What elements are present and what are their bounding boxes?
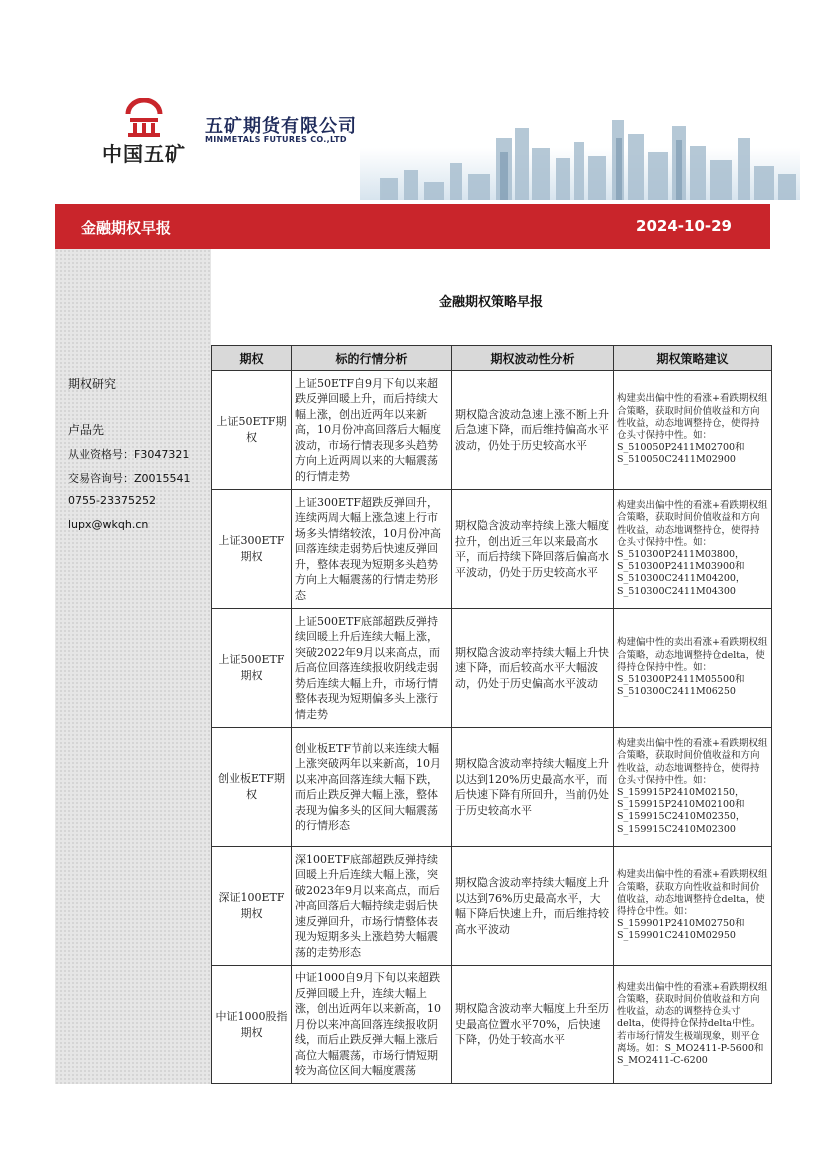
table-row	[212, 371, 772, 490]
analyst-phone: 0755-23375252	[68, 494, 156, 507]
minmetals-emblem-icon	[122, 98, 166, 138]
strategy-advice: 构建卖出偏中性的看涨+看跌期权组合策略，获取时间价值收益和方向性收益，动态地调整持仓，使得持仓头寸保持中性。如：S_159915P2410M02150，S_159915P2410M02100和S_159915C2410M02350，S_159915C2410M02300	[614, 728, 772, 847]
header-market: 标的行情分析	[292, 346, 452, 371]
strategy-table	[211, 345, 772, 1084]
strategy-advice: 构建卖出偏中性的看涨+看跌期权组合策略，获取时间价值收益和方向性收益，动态的调整持仓头寸delta，使得持仓保持delta中性。若市场行情发生极端现象，则平仓离场。如：S_MO2411-P-5600和S_MO2411-C-6200	[614, 966, 772, 1084]
strategy-advice: 构建卖出偏中性的看涨+看跌期权组合策略，获取时间价值收益和方向性收益，动态地调整持仓，使得持仓头寸保持中性。如：S_510300P2411M03800，S_510300P2411M03900和S_510300C2411M04200，S_510300C2411M04300	[614, 490, 772, 609]
table-row	[212, 490, 772, 609]
table-row	[212, 966, 772, 1084]
company-name-en: MINMETALS FUTURES CO.,LTD	[205, 135, 347, 144]
table-row	[212, 847, 772, 966]
market-analysis: 深100ETF底部超跌反弹持续回暖上升后连续大幅上涨，突破2023年9月以来高点，而后冲高回落后大幅持续走弱后快速反弹回升，市场行情整体表现为短期多头上涨趋势大幅震荡的走势形态	[292, 847, 452, 966]
analyst-email: lupx@wkqh.cn	[68, 518, 149, 531]
market-analysis: 上证500ETF底部超跌反弹持续回暖上升后连续大幅上涨，突破2022年9月以来高点，而后高位回落连续报收阴线走弱势后连续大幅上升，市场行情整体表现为短期偏多头上涨行情走势	[292, 609, 452, 728]
option-name: 中证1000股指期权	[212, 966, 292, 1084]
option-name: 上证500ETF期权	[212, 609, 292, 728]
consult-number: 交易咨询号：Z0015541	[68, 472, 191, 485]
volatility-analysis: 期权隐含波动率大幅度上升至历史最高位置水平70%，后快速下降，仍处于较高水平	[452, 966, 614, 1084]
analyst-sidebar	[55, 249, 211, 1084]
strategy-advice: 构建卖出偏中性的看涨+看跌期权组合策略，获取时间价值收益和方向性收益，动态地调整持仓，使得持仓头寸保持中性。如：S_510050P2411M02700和S_510050C2411M02900	[614, 371, 772, 490]
strategy-advice: 构建偏中性的卖出看涨+看跌期权组合策略，动态地调整持仓delta，使得持仓保持中性。如：S_510300P2411M05500和S_510300C2411M06250	[614, 609, 772, 728]
table-row	[212, 609, 772, 728]
report-banner	[55, 204, 770, 249]
company-name-cn: 五矿期货有限公司	[205, 116, 357, 137]
strategy-advice: 构建卖出偏中性的看涨+看跌期权组合策略，获取方向性收益和时间价值收益，动态地调整持仓delta，使得持仓中性。如：S_159901P2410M02750和S_159901C2410M02950	[614, 847, 772, 966]
market-analysis: 上证300ETF超跌反弹回升，连续两周大幅上涨急速上行市场多头情绪较浓，10月份冲高回落连续走弱势后快速反弹回升，整体表现为短期多头趋势方向上大幅震荡的行情走势形态	[292, 490, 452, 609]
volatility-analysis: 期权隐含波动率持续上涨大幅度拉升，创出近三年以来最高水平，而后持续下降回落后偏高水平波动，仍处于历史较高水平	[452, 490, 614, 609]
volatility-analysis: 期权隐含波动率持续大幅度上升以达到120%历史最高水平，而后快速下降有所回升，当前仍处于历史较高水平	[452, 728, 614, 847]
market-analysis: 中证1000自9月下旬以来超跌反弹回暖上升，连续大幅上涨，创出近两年以来新高，10月份以来冲高回落连续报收阴线，而后止跌反弹大幅上涨后高位大幅震荡，市场行情短期较为高位区间大幅度震荡	[292, 966, 452, 1084]
qualification-number: 从业资格号：F3047321	[68, 448, 190, 461]
report-header	[0, 0, 826, 200]
option-name: 上证50ETF期权	[212, 371, 292, 490]
city-skyline-image	[360, 108, 800, 200]
option-name: 上证300ETF期权	[212, 490, 292, 609]
report-title: 金融期权早报	[81, 219, 172, 237]
header-advice: 期权策略建议	[614, 346, 772, 371]
market-analysis: 创业板ETF节前以来连续大幅上涨突破两年以来新高，10月以来冲高回落连续大幅下跌，而后止跌反弹大幅上涨，整体表现为偏多头的区间大幅震荡的行情形态	[292, 728, 452, 847]
logo-text: 中国五矿	[102, 142, 186, 166]
header-option: 期权	[212, 346, 292, 371]
analyst-name: 卢品先	[68, 423, 105, 437]
volatility-analysis: 期权隐含波动率持续大幅度上升以达到76%历史最高水平，大幅下降后快速上升，而后维持较高水平波动	[452, 847, 614, 966]
option-name: 深证100ETF期权	[212, 847, 292, 966]
market-analysis: 上证50ETF自9月下旬以来超跌反弹回暖上升，而后持续大幅上涨，创出近两年以来新高，10月份冲高回落后大幅度波动，市场行情表现多头趋势方向上近两周以来的大幅震荡的行情走势	[292, 371, 452, 490]
report-date: 2024-10-29	[636, 217, 732, 235]
table-row	[212, 728, 772, 847]
table-header-row	[212, 346, 772, 371]
volatility-analysis: 期权隐含波动急速上涨不断上升后急速下降，而后维持偏高水平波动，仍处于历史较高水平	[452, 371, 614, 490]
header-volatility: 期权波动性分析	[452, 346, 614, 371]
research-section-label: 期权研究	[68, 377, 117, 391]
option-name: 创业板ETF期权	[212, 728, 292, 847]
volatility-analysis: 期权隐含波动率持续大幅上升快速下降，而后较高水平大幅波动，仍处于历史偏高水平波动	[452, 609, 614, 728]
strategy-report-title: 金融期权策略早报	[438, 295, 543, 310]
